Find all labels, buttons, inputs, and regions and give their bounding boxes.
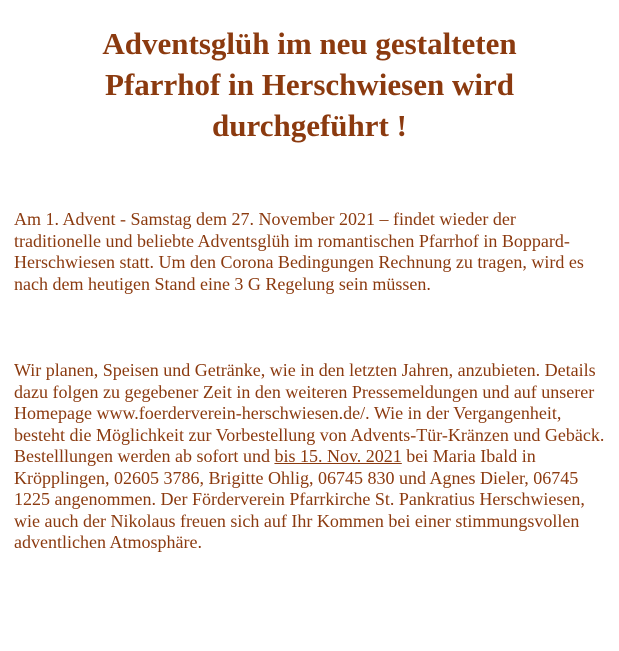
details-text-part-2: bei Maria Ibald in Kröpplingen, 02605 3786, Brigitte Ohlig, 06745 830 und Agnes Dieler, 06745 1225 angenommen. Der Förderverein Pfarrkirche St. Pankratius Herschwiesen, wie auch der Nikolaus freuen sich auf Ihr Kommen bei einer stimmungsvollen adventlichen Atmosphäre. <box>14 446 585 552</box>
title-line-3: durchgeführt ! <box>212 108 407 143</box>
details-text-part-1: Wir planen, Speisen und Getränke, wie in den letzten Jahren, anzubieten. Details dazu folgen zu gegebener Zeit in den weiteren Pressemeldungen und auf unserer Homepage www.foerderverein-herschwiesen.de/. Wie in der Vergangenheit, besteht die Möglichkeit zur Vorbestellung von Advents-Tür-Kränzen und Gebäck. Bestelllungen werden ab sofort und <box>14 360 605 466</box>
details-paragraph <box>14 360 605 554</box>
order-deadline: bis 15. Nov. 2021 <box>274 446 402 466</box>
title-line-1: Adventsglüh im neu gestalteten <box>102 26 517 61</box>
document-title <box>14 0 605 146</box>
event-paragraph: Am 1. Advent - Samstag dem 27. November 2021 – findet wieder der traditionelle und beliebte Adventsglüh im romantischen Pfarrhof in Boppard-Herschwiesen statt. Um den Corona Bedingungen Rechnung zu tragen, wird es nach dem heutigen Stand eine 3 G Regelung sein müssen. <box>14 209 584 294</box>
title-line-2: Pfarrhof in Herschwiesen wird <box>105 67 514 102</box>
